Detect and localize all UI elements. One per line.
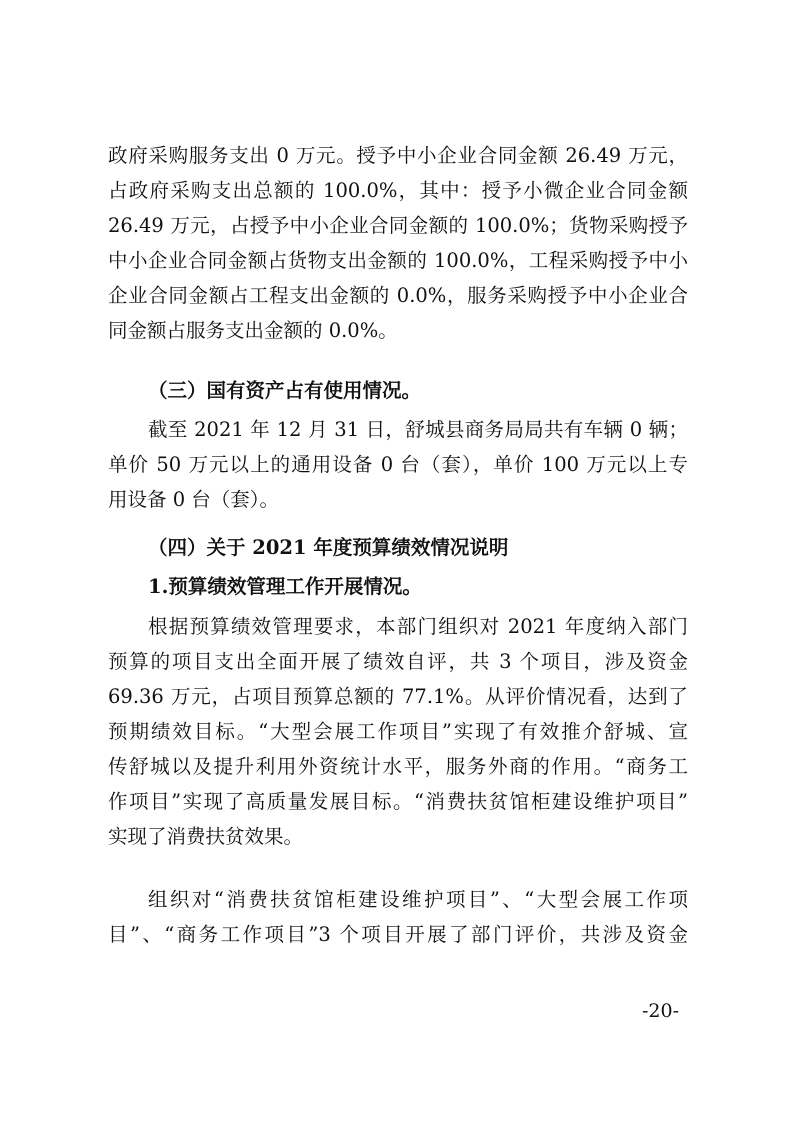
- text-line: 传舒城以及提升利用外资统计水平，服务外商的作用。“商务工: [108, 755, 688, 778]
- subsection-heading-management: [108, 569, 688, 604]
- paragraph-procurement: [108, 138, 688, 348]
- text-line: 政府采购服务支出 0 万元。授予中小企业合同金额 26.49 万元，: [108, 144, 688, 167]
- paragraph-assets: [108, 412, 688, 517]
- section-heading-performance: [108, 530, 688, 565]
- text-line: 中小企业合同金额占货物支出金额的 100.0%，工程采购授予中小: [108, 249, 688, 272]
- text-line: 实现了消费扶贫效果。: [108, 825, 304, 848]
- text-line: 69.36 万元，占项目预算总额的 77.1%。从评价情况看，达到了: [108, 685, 688, 708]
- text-line: 作项目”实现了高质量发展目标。“消费扶贫馆柜建设维护项目”: [108, 790, 688, 813]
- text-line: 预算的项目支出全面开展了绩效自评，共 3 个项目，涉及资金: [108, 650, 688, 673]
- text-line: 26.49 万元，占授予中小企业合同金额的 100.0%；货物采购授予: [108, 214, 688, 237]
- text-line: 根据预算绩效管理要求，本部门组织对 2021 年度纳入部门: [148, 615, 688, 638]
- text-line: 企业合同金额占工程支出金额的 0.0%，服务采购授予中小企业合: [108, 284, 688, 307]
- text-line: 占政府采购支出总额的 100.0%，其中：授予小微企业合同金额: [108, 179, 688, 202]
- heading-text: （三）国有资产占有使用情况。: [148, 379, 422, 402]
- text-line: 用设备 0 台（套）。: [108, 488, 280, 511]
- text-line: 截至 2021 年 12 月 31 日，舒城县商务局局共有车辆 0 辆；: [148, 418, 688, 441]
- heading-text: 1.预算绩效管理工作开展情况。: [148, 575, 422, 598]
- text-line: 目”、“商务工作项目”3 个项目开展了部门评价，共涉及资金: [108, 923, 688, 946]
- section-heading-assets: [108, 373, 688, 408]
- text-line: 预期绩效目标。“大型会展工作项目”实现了有效推介舒城、宣: [108, 720, 688, 743]
- text-line: 单价 50 万元以上的通用设备 0 台（套），单价 100 万元以上专: [108, 453, 688, 476]
- paragraph-evaluation: [108, 882, 688, 952]
- text-line: 组织对“消费扶贫馆柜建设维护项目”、“大型会展工作项: [148, 888, 688, 911]
- page-number: -20-: [642, 1000, 680, 1022]
- text-line: 同金额占服务支出金额的 0.0%。: [108, 319, 398, 342]
- heading-text: （四）关于 2021 年度预算绩效情况说明: [148, 536, 509, 559]
- paragraph-performance: [108, 609, 688, 854]
